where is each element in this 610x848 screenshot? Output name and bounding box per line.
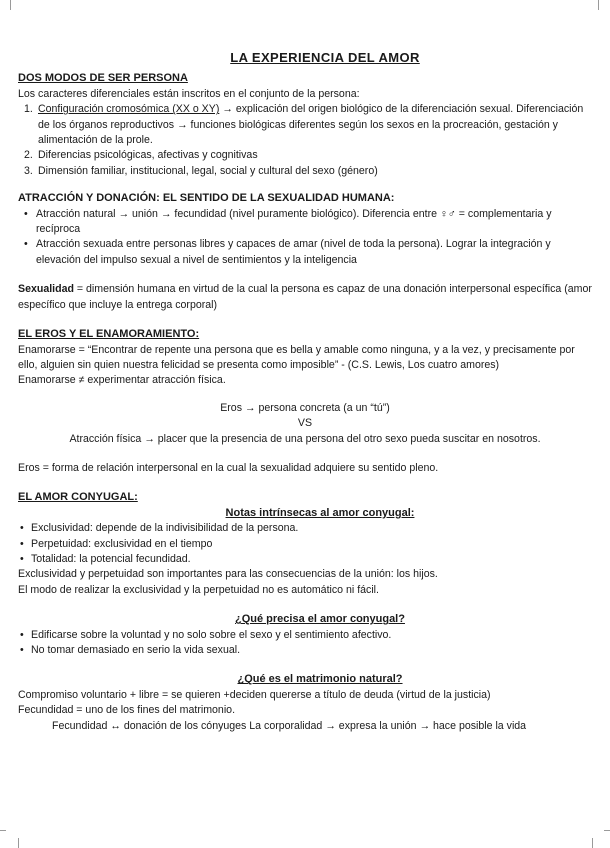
notas-line1: Exclusividad y perpetuidad son importantes para las consecuencias de la unión: los hijos. xyxy=(18,568,438,581)
crop-mark-left-bottom xyxy=(0,830,6,831)
crop-mark-bottom-right xyxy=(592,838,593,848)
notas-list xyxy=(18,521,592,567)
list-item xyxy=(18,148,592,163)
crop-mark-top-left xyxy=(10,0,11,10)
section-heading-atraccion: ATRACCIÓN Y DONACIÓN: EL SENTIDO DE LA SEXUALIDAD HUMANA: xyxy=(18,192,395,205)
section2-bullets xyxy=(18,207,592,269)
vs-label: VS xyxy=(297,417,313,430)
eros-definition: Eros = forma de relación interpersonal en la cual la sexualidad adquiere su sentido pleno. xyxy=(18,461,439,474)
precisa-list xyxy=(18,628,592,659)
sexualidad-definition xyxy=(18,282,592,313)
crop-mark-right-bottom xyxy=(604,830,610,831)
sexualidad-text: = dimensión humana en virtud de la cual la persona es capaz de una donación interpersonal específica (amor específico que incluye la entrega corporal) xyxy=(18,283,592,311)
list-item: • Atracción sexuada entre personas libres y capaces de amar (nivel de toda la persona). Lograr la integración y elevación del impulso sexual a nivel de sentimientos y la inteligencia xyxy=(18,237,592,268)
list-item: • Totalidad: la potencial fecundidad. xyxy=(18,552,592,567)
list-item xyxy=(18,102,592,148)
list-item: • Exclusividad: depende de la indivisibilidad de la persona. xyxy=(18,521,592,536)
list-item xyxy=(18,164,592,179)
atraccion-line: Atracción física → placer que la presencia de una persona del otro sexo pueda suscitar en nosotros. xyxy=(69,432,541,445)
list-item: • Perpetuidad: exclusividad en el tiempo xyxy=(18,537,592,552)
list-item-text: → explicación del origen biológico de la diferenciación sexual. Diferenciación de los órganos reproductivos → funciones biológicas diferentes según los sexos en la procreación, gestación y alimentación de la prole. xyxy=(38,103,584,147)
enamorarse-quote: Enamorarse = “Encontrar de repente una persona que es bella y amable como ninguna, y a la vez, y precisamente por ello, alguien sin quien nuestra felicidad se presenta como imposible” - (C.S. Lewis, Los cuatro amores) xyxy=(18,343,575,371)
list-number: 1. xyxy=(24,103,33,116)
section-heading-eros: EL EROS Y EL ENAMORAMIENTO: xyxy=(18,328,200,341)
list-item-text: Diferencias psicológicas, afectivas y cognitivas xyxy=(38,149,258,162)
list-item: • Edificarse sobre la voluntad y no solo sobre el sexo y el sentimiento afectivo. xyxy=(18,628,592,643)
enamorarse-line: Enamorarse ≠ experimentar atracción física. xyxy=(18,374,226,387)
matrimonio-line3: Fecundidad ↔ donación de los cónyuges La corporalidad → expresa la unión → hace posible la vida xyxy=(52,719,527,732)
document-title: LA EXPERIENCIA DEL AMOR xyxy=(230,50,420,65)
list-number: 2. xyxy=(24,149,33,162)
sexualidad-term: Sexualidad xyxy=(18,283,74,296)
matrimonio-heading: ¿Qué es el matrimonio natural? xyxy=(237,673,403,686)
section1-list xyxy=(18,102,592,179)
section1-intro: Los caracteres diferenciales están inscritos en el conjunto de la persona: xyxy=(18,87,360,100)
list-item-text: Dimensión familiar, institucional, legal, social y cultural del sexo (género) xyxy=(38,164,378,177)
list-item: • No tomar demasiado en serio la vida sexual. xyxy=(18,643,592,658)
matrimonio-line1: Compromiso voluntario + libre = se quieren +deciden quererse a título de deuda (virtud de la justicia) xyxy=(18,688,491,701)
list-number: 3. xyxy=(24,164,33,177)
list-item-underlined: Configuración cromosómica (XX o XY) xyxy=(38,103,220,116)
notas-heading: Notas intrínsecas al amor conyugal: xyxy=(225,506,415,519)
eros-line: Eros → persona concreta (a un “tú”) xyxy=(220,401,390,414)
crop-mark-bottom-left xyxy=(18,838,19,848)
section-heading-amor-conyugal: EL AMOR CONYUGAL: xyxy=(18,491,138,504)
document-page xyxy=(18,50,592,734)
matrimonio-line2: Fecundidad = uno de los fines del matrimonio. xyxy=(18,704,236,717)
crop-mark-top-right xyxy=(598,0,599,10)
notas-line2: El modo de realizar la exclusividad y la perpetuidad no es automático ni fácil. xyxy=(18,583,379,596)
section-heading-dos-modos: DOS MODOS DE SER PERSONA xyxy=(18,72,188,85)
list-item: • Atracción natural → unión → fecundidad (nivel puramente biológico). Diferencia entre ♀♂ = complementaria y recíproca xyxy=(18,207,592,238)
precisa-heading: ¿Qué precisa el amor conyugal? xyxy=(235,613,405,626)
